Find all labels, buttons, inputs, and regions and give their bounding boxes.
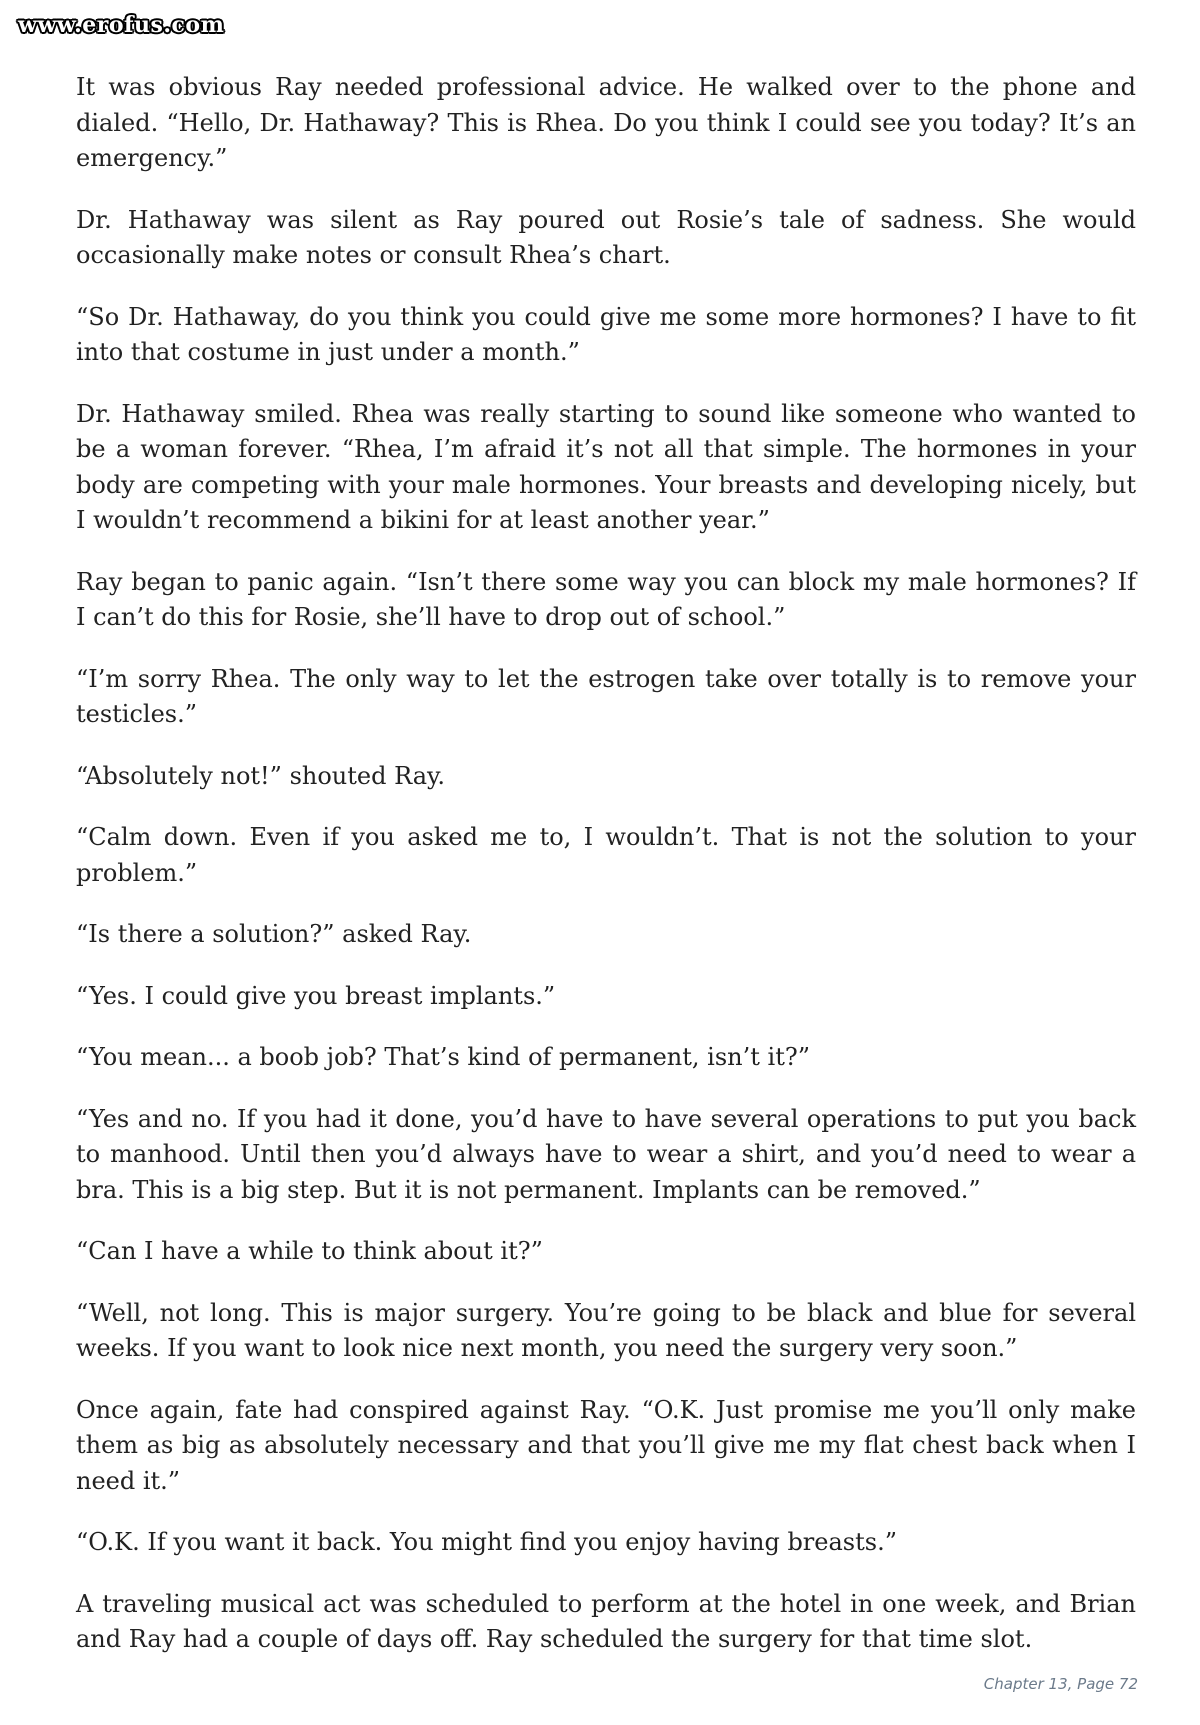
paragraph: “Yes. I could give you breast implants.” [76,981,556,1010]
paragraph: Ray began to panic again. “Isn’t there some way you can block my male hormones? If I can’t do this for Rosie, she’ll have to drop out of school.” [76,567,1136,631]
story-text [76,70,1136,1684]
paragraph: “Absolutely not!” shouted Ray. [76,761,446,790]
page-footer: Chapter 13, Page 72 [983,1675,1138,1693]
paragraph: “Calm down. Even if you asked me to, I wouldn’t. That is not the solution to your problem.” [76,823,1136,887]
paragraph: Dr. Hathaway smiled. Rhea was really starting to sound like someone who wanted to be a woman forever. “Rhea, I’m afraid it’s not all that simple. The hormones in your body are competing with your male hormones. Your breasts and developing nicely, but I wouldn’t recommend a bikini for at least another year.” [76,399,1136,534]
paragraph: “So Dr. Hathaway, do you think you could give me some more hormones? I have to fit into that costume in just under a month.” [76,302,1136,366]
paragraph: “Well, not long. This is major surgery. You’re going to be black and blue for several weeks. If you want to look nice next month, you need the surgery very soon.” [76,1298,1136,1362]
paragraph: “Yes and no. If you had it done, you’d have to have several operations to put you back to manhood. Until then you’d always have to wear a shirt, and you’d need to wear a bra. This is a big step. But it is not permanent. Implants can be removed.” [76,1104,1136,1204]
paragraph: Dr. Hathaway was silent as Ray poured out Rosie’s tale of sadness. She would occasionally make notes or consult Rhea’s chart. [76,205,1136,269]
paragraph: Once again, fate had conspired against Ray. “O.K. Just promise me you’ll only make them as big as absolutely necessary and that you’ll give me my flat chest back when I need it.” [76,1395,1136,1495]
paragraph: It was obvious Ray needed professional advice. He walked over to the phone and dialed. “Hello, Dr. Hathaway? This is Rhea. Do you think I could see you today? It’s an emergency.” [76,73,1136,172]
paragraph: “You mean... a boob job? That’s kind of permanent, isn’t it?” [76,1043,810,1071]
paragraph: “Is there a solution?” asked Ray. [76,920,472,948]
paragraph: “O.K. If you want it back. You might find you enjoy having breasts.” [76,1528,897,1556]
site-watermark: www.erofus.com [18,12,225,38]
paragraph: A traveling musical act was scheduled to perform at the hotel in one week, and Brian and Ray had a couple of days off. Ray scheduled the surgery for that time slot. [76,1589,1136,1653]
paragraph: “I’m sorry Rhea. The only way to let the estrogen take over totally is to remove your testicles.” [76,664,1136,728]
paragraph: “Can I have a while to think about it?” [76,1237,543,1265]
